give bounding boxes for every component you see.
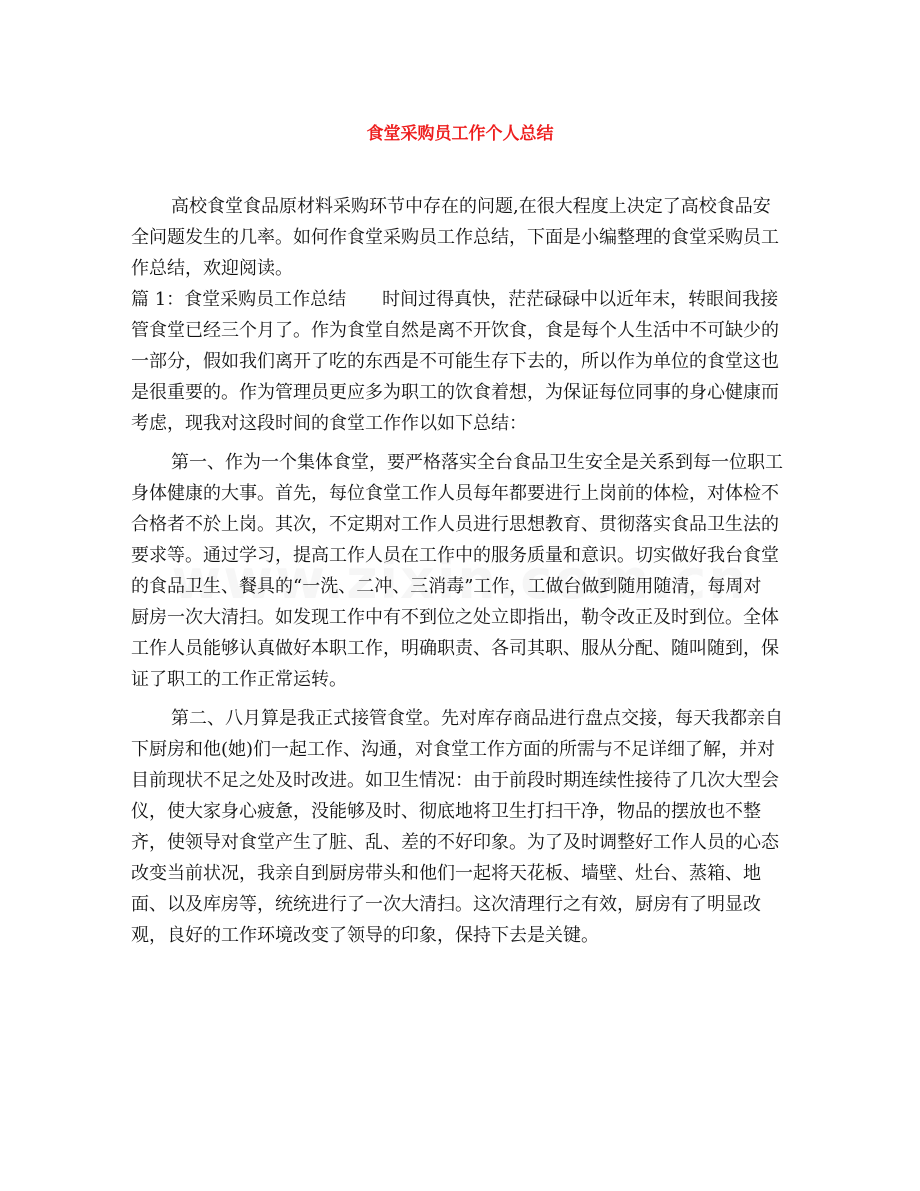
text-line: 合格者不於上岗。其次，不定期对工作人员进行思想教育、贯彻落实食品卫生法的 [131, 514, 779, 535]
text-line: 仪，使大家身心疲惫，没能够及时、彻底地将卫生打扫干净，物品的摆放也不整 [131, 801, 761, 822]
text-line: 工作人员能够认真做好本职工作，明确职责、各司其职、服从分配、随叫随到，保 [131, 638, 779, 659]
text-line: 是很重要的。作为管理员更应多为职工的饮食着想，为保证每位同事的身心健康而 [131, 382, 779, 403]
text-line: 全问题发生的几率。如何作食堂采购员工作总结，下面是小编整理的食堂采购员工 [131, 227, 779, 248]
text-line: 作总结，欢迎阅读。 [131, 258, 293, 279]
text-line: 考虑，现我对这段时间的食堂工作作以如下总结： [131, 413, 527, 434]
text-line: 要求等。通过学习，提高工作人员在工作中的服务质量和意识。切实做好我台食堂 [131, 545, 779, 566]
document-body [131, 191, 791, 951]
text-line: 的食品卫生、餐具的“一洗、二冲、三消毒”工作，工做台做到随用随清，每周对 [131, 576, 762, 597]
text-line: 第一、作为一个集体食堂，要严格落实全台食品卫生安全是关系到每一位职工 [171, 452, 783, 473]
text-line: 高校食堂食品原材料采购环节中存在的问题,在很大程度上决定了高校食品安 [171, 196, 771, 217]
document-title: 食堂采购员工作个人总结 [366, 124, 554, 144]
text-line: 齐，使领导对食堂产生了脏、乱、差的不好印象。为了及时调整好工作人员的心态 [131, 832, 779, 853]
text-line: 面、以及库房等，统统进行了一次大清扫。这次清理行之有效，厨房有了明显改 [131, 894, 761, 915]
text-line: 观，良好的工作环境改变了领导的印象，保持下去是关键。 [131, 925, 599, 946]
text-line: 下厨房和他(她)们一起工作、沟通，对食堂工作方面的所需与不足详细了解，并对 [131, 739, 776, 760]
text-line: 改变当前状况，我亲自到厨房带头和他们一起将天花板、墙壁、灶台、蒸箱、地 [131, 863, 761, 884]
text-line: 一部分，假如我们离开了吃的东西是不可能生存下去的，所以作为单位的食堂这也 [131, 351, 779, 372]
text-line: 证了职工的工作正常运转。 [131, 669, 347, 690]
text-line: 厨房一次大清扫。如发现工作中有不到位之处立即指出，勒令改正及时到位。全体 [131, 607, 779, 628]
text-line: 目前现状不足之处及时改进。如卫生情况：由于前段时期连续性接待了几次大型会 [131, 770, 779, 791]
text-line: 篇 1：食堂采购员工作总结 时间过得真快，茫茫碌碌中以近年末，转眼间我接 [131, 289, 779, 310]
text-line: 身体健康的大事。首先，每位食堂工作人员每年都要进行上岗前的体检，对体检不 [131, 483, 779, 504]
text-line: 第二、八月算是我正式接管食堂。先对库存商品进行盘点交接，每天我都亲自 [171, 708, 783, 729]
text-line: 管食堂已经三个月了。作为食堂自然是离不开饮食，食是每个人生活中不可缺少的 [131, 320, 779, 341]
